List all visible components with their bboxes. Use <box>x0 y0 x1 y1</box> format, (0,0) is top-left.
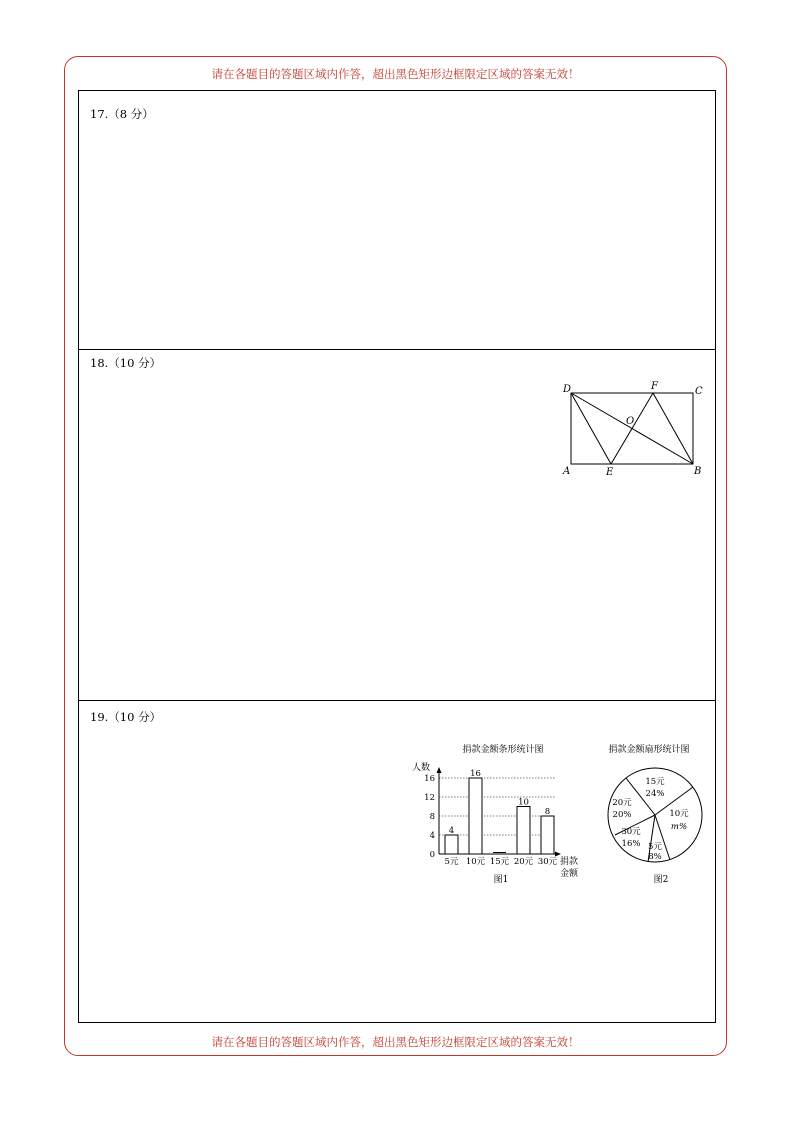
label-a: A <box>563 466 571 477</box>
pie-slice-10-name: 10元 <box>669 809 689 819</box>
question-18-label: 18.（10 分） <box>90 356 162 370</box>
bar-y-axis-arrow <box>437 767 442 773</box>
label-c: C <box>695 386 703 397</box>
question-19-label: 19.（10 分） <box>90 710 162 724</box>
pie-chart-caption: 图2 <box>653 875 669 885</box>
bar-y-tick-label: 16 <box>424 774 435 784</box>
pie-slice-30-pct: 16% <box>621 839 641 849</box>
segment-fb <box>653 393 693 464</box>
bar-x-axis-arrow <box>555 852 561 857</box>
answer-notice-bottom: 请在各题目的答题区域内作答，超出黑色矩形边框限定区域的答案无效！ <box>211 1035 580 1049</box>
bar-category-label: 15元 <box>489 857 510 867</box>
bar-5元 <box>445 835 458 854</box>
answer-notice-top: 请在各题目的答题区域内作答，超出黑色矩形边框限定区域的答案无效！ <box>211 67 580 81</box>
divider-18-19 <box>79 700 715 701</box>
divider-17-18 <box>79 349 715 350</box>
bar-value-label: 4 <box>448 826 455 836</box>
bar-value-label: 8 <box>544 807 551 817</box>
bar-20元 <box>517 807 530 855</box>
bar-category-label: 30元 <box>537 857 558 867</box>
label-e: E <box>606 467 614 478</box>
label-b: B <box>694 466 702 477</box>
bar-10元 <box>469 778 482 854</box>
segment-de <box>571 393 611 464</box>
bar-chart-caption: 图1 <box>493 875 509 885</box>
figure-19-pie-chart <box>595 738 710 888</box>
bar-y-tick-label: 8 <box>429 812 435 822</box>
pie-chart-title: 捐款金额扇形统计图 <box>608 745 690 755</box>
bar-category-label: 20元 <box>513 857 534 867</box>
pie-slice-15-pct: 24% <box>645 789 665 799</box>
pie-slice-20-name: 20元 <box>612 798 632 808</box>
bar-category-label: 5元 <box>444 857 459 867</box>
bar-y-tick-label: 0 <box>429 850 435 860</box>
pie-slice-5-name: 5元 <box>648 842 662 852</box>
bar-30元 <box>541 816 554 854</box>
bar-y-tick-label: 12 <box>424 793 435 803</box>
pie-slice-5-pct: 8% <box>648 852 662 862</box>
bar-category-label: 10元 <box>465 857 486 867</box>
figure-19-bar-chart <box>405 738 595 888</box>
question-17-label: 17.（8 分） <box>90 107 154 121</box>
bar-value-label: 16 <box>470 769 481 779</box>
bar-chart-title: 捐款金额条形统计图 <box>462 745 544 755</box>
label-o: O <box>626 416 635 427</box>
bar-value-label: 10 <box>518 797 529 808</box>
label-f: F <box>651 381 658 392</box>
bar-chart-xlabel-1: 捐款 <box>560 857 579 867</box>
label-d: D <box>563 384 572 395</box>
pie-slice-30-name: 30元 <box>621 827 641 837</box>
segment-ef <box>611 393 653 464</box>
bar-chart-xlabel-2: 金额 <box>560 869 579 879</box>
bar-y-tick-label: 4 <box>429 831 435 841</box>
pie-slice-20-pct: 20% <box>612 810 632 820</box>
pie-slice-15-name: 15元 <box>645 777 665 787</box>
bar-chart-ylabel: 人数 <box>412 763 431 773</box>
pie-slice-10-pct: m% <box>670 822 688 832</box>
figure-18-rectangle <box>555 378 715 483</box>
